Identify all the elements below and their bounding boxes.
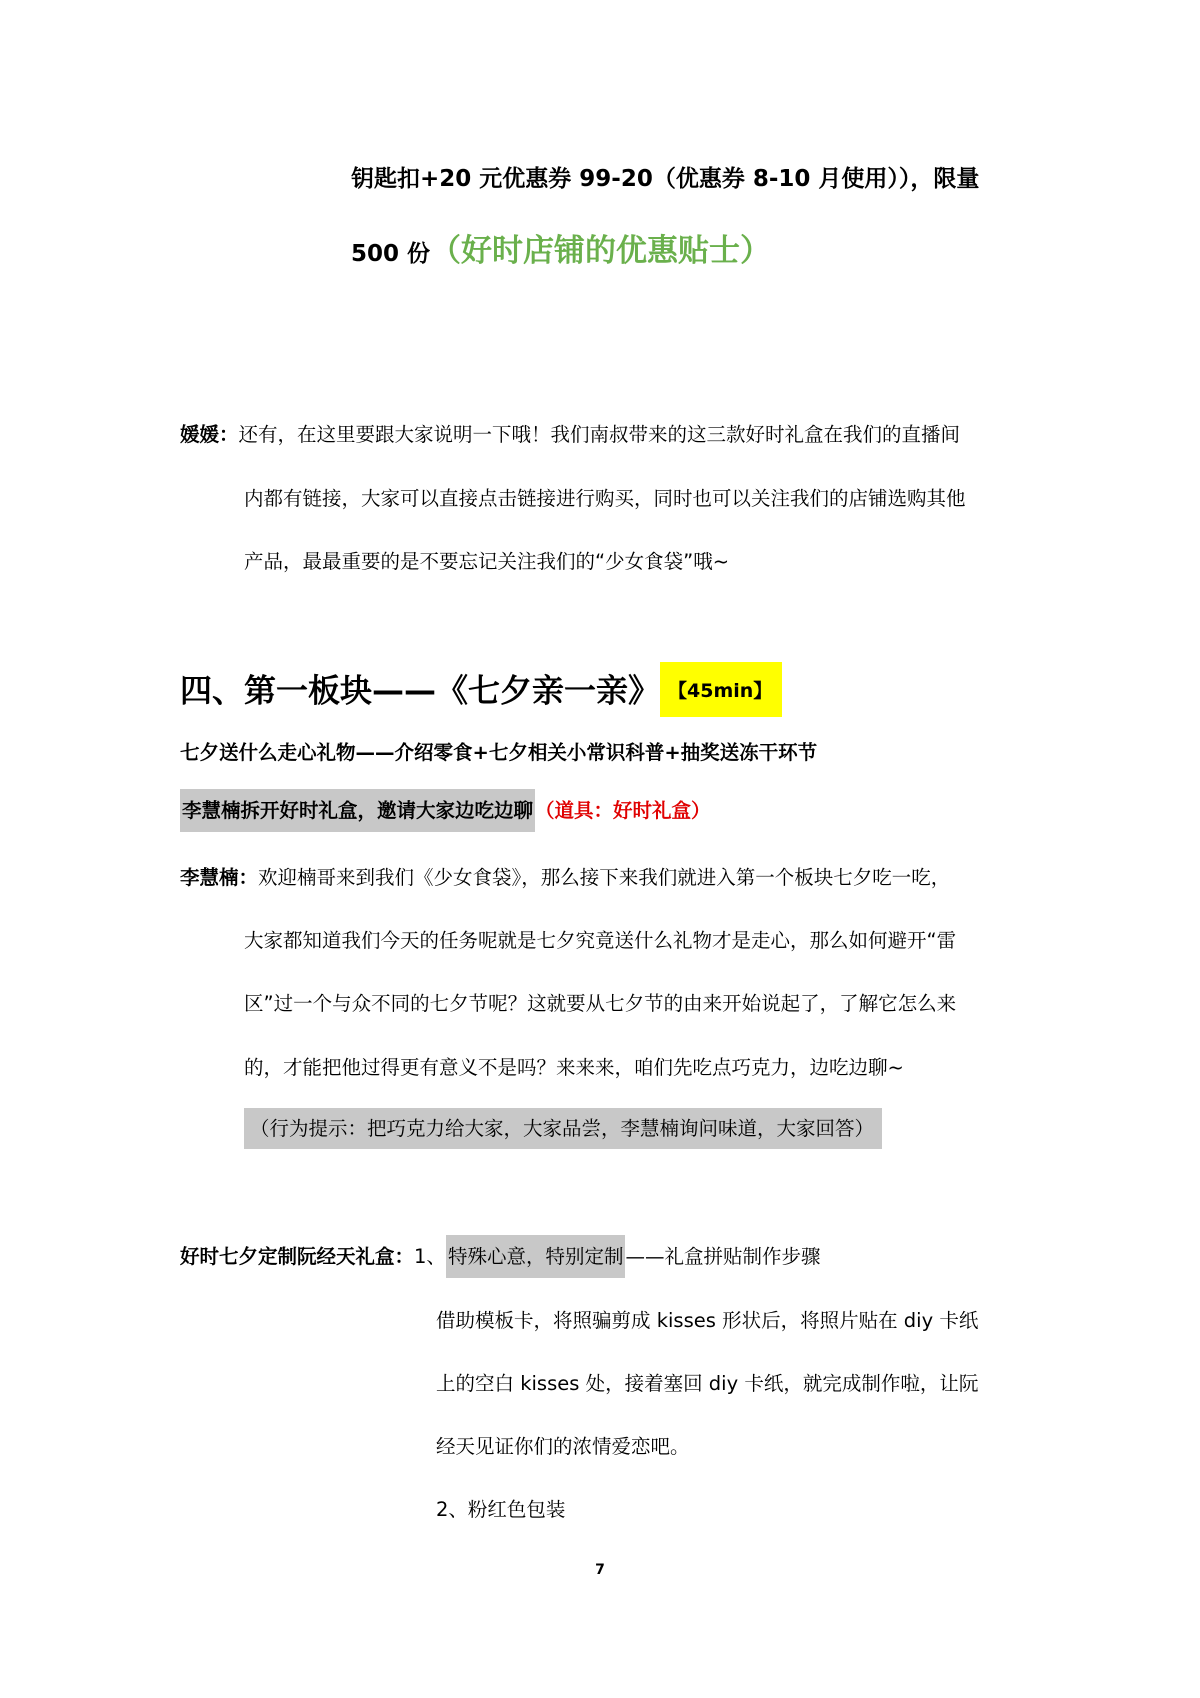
giftbox-item-1 [180,1241,820,1269]
yuan-speech-line-3: 产品，最最重要的是不要忘记关注我们的“少女食袋”哦~ [244,550,730,573]
yuan-text-1: 还有，在这里要跟大家说明一下哦！我们南叔带来的这三款好时礼盒在我们的直播间 [238,423,961,446]
speaker-li: 李慧楠： [180,866,259,889]
giftbox-desc-2: 上的空白 kisses 处，接着塞回 diy 卡纸，就完成制作啦，让阮 [436,1372,979,1395]
shop-tip-green: （好时店铺的优惠贴士） [430,233,772,269]
prop-note: （道具：好时礼盒） [535,799,711,822]
section-heading [180,665,782,720]
speaker-yuan: 媛媛： [180,423,239,446]
giftbox-label: 好时七夕定制阮经天礼盒： [180,1245,415,1268]
li-speech-line-1 [180,862,950,890]
limit-count: 500 份 [351,241,431,267]
item1-rest: ——礼盒拼贴制作步骤 [625,1245,821,1268]
yuan-speech-line-2: 内都有链接，大家可以直接点击链接进行购买，同时也可以关注我们的店铺选购其他 [244,487,966,510]
coupon-line: 钥匙扣+20 元优惠券 99-20（优惠券 8-10 月使用）），限量 [351,166,980,192]
item1-number: 1、 [414,1245,446,1268]
limit-line [351,225,771,270]
li-text-1: 欢迎楠哥来到我们《少女食袋》，那么接下来我们就进入第一个板块七夕吃一吃， [258,866,951,889]
li-speech-line-2: 大家都知道我们今天的任务呢就是七夕究竟送什么礼物才是走心，那么如何避开“雷 [244,929,957,952]
action-line [180,795,711,823]
page-number: 7 [595,1562,605,1578]
action-highlight: 李慧楠拆开好时礼盒，邀请大家边吃边聊 [180,789,535,832]
giftbox-desc-3: 经天见证你们的浓情爱恋吧。 [436,1435,690,1458]
behavior-hint-line [244,1113,882,1141]
yuan-speech-line-1 [180,419,960,447]
behavior-hint: （行为提示：把巧克力给大家，大家品尝，李慧楠询问味道，大家回答） [244,1108,882,1149]
li-speech-line-3: 区”过一个与众不同的七夕节呢？这就要从七夕节的由来开始说起了，了解它怎么来 [244,992,957,1015]
section-title: 四、第一板块——《七夕亲一亲》 [180,671,661,710]
li-speech-line-4: 的，才能把他过得更有意义不是吗？来来来，咱们先吃点巧克力，边吃边聊~ [244,1056,904,1079]
giftbox-item-2: 2、粉红色包装 [436,1498,566,1521]
duration-badge: 【45min】 [660,662,782,717]
section-subtitle: 七夕送什么走心礼物——介绍零食+七夕相关小常识科普+抽奖送冻干环节 [180,741,818,764]
item1-highlight: 特殊心意，特别定制 [446,1235,626,1278]
giftbox-desc-1: 借助模板卡，将照骗剪成 kisses 形状后，将照片贴在 diy 卡纸 [436,1309,979,1332]
